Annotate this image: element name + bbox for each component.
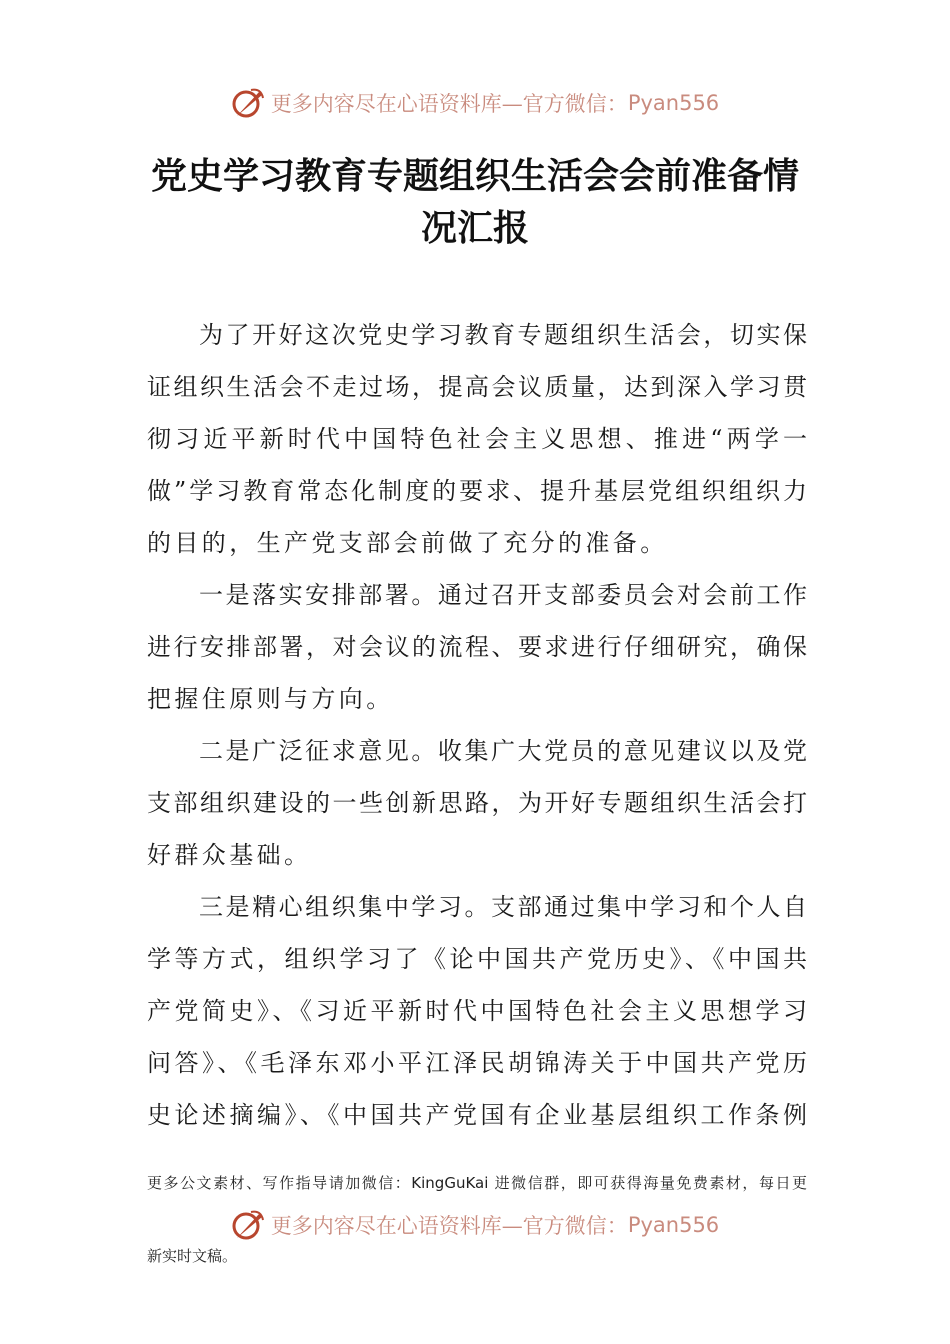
body-line: 做”学习教育常态化制度的要求、提升基层党组织组织力 xyxy=(147,477,807,505)
body-line: 二是广泛征求意见。收集广大党员的意见建议以及党 xyxy=(199,737,807,765)
footer-note-line-1: 更多公文素材、写作指导请加微信：KingGuKai 进微信群，即可获得海量免费素材，每日更 xyxy=(147,1174,807,1192)
body-line: 史论述摘编》、《中国共产党国有企业基层组织工作条例 xyxy=(147,1101,807,1129)
body-line: 支部组织建设的一些创新思路，为开好专题组织生活会打 xyxy=(147,789,807,817)
header-banner xyxy=(0,86,950,120)
title-line-1: 党史学习教育专题组织生活会会前准备情 xyxy=(150,155,799,197)
body-line: 为了开好这次党史学习教育专题组织生活会，切实保 xyxy=(199,321,807,349)
title-line-2: 况汇报 xyxy=(420,207,529,249)
body-line: 一是落实安排部署。通过召开支部委员会对会前工作 xyxy=(199,581,807,609)
footer-banner xyxy=(0,1208,950,1242)
document-title xyxy=(0,150,950,254)
footer-note-line-2: 新实时文稿。 xyxy=(147,1247,238,1265)
body-line: 好群众基础。 xyxy=(147,841,312,869)
banner-text: 更多内容尽在心语资料库—官方微信： xyxy=(270,92,628,116)
body-line: 把握住原则与方向。 xyxy=(147,685,394,713)
document-body xyxy=(147,309,807,1141)
quill-logo-icon xyxy=(231,86,265,120)
body-line: 彻习近平新时代中国特色社会主义思想、推进“两学一 xyxy=(147,425,807,453)
body-line: 三是精心组织集中学习。支部通过集中学习和个人自 xyxy=(199,893,807,921)
body-line: 进行安排部署，对会议的流程、要求进行仔细研究，确保 xyxy=(147,633,807,661)
body-line: 证组织生活会不走过场，提高会议质量，达到深入学习贯 xyxy=(147,373,807,401)
quill-logo-icon xyxy=(231,1208,265,1242)
body-line: 学等方式，组织学习了《论中国共产党历史》、《中国共 xyxy=(147,945,807,973)
banner-text: 更多内容尽在心语资料库—官方微信： xyxy=(270,1214,628,1238)
body-line: 产党简史》、《习近平新时代中国特色社会主义思想学习 xyxy=(147,997,807,1025)
banner-wechat-id: Pyan556 xyxy=(627,1213,720,1237)
body-line: 问答》、《毛泽东邓小平江泽民胡锦涛关于中国共产党历 xyxy=(147,1049,807,1077)
banner-wechat-id: Pyan556 xyxy=(627,91,720,115)
body-line: 的目的，生产党支部会前做了充分的准备。 xyxy=(147,529,668,557)
